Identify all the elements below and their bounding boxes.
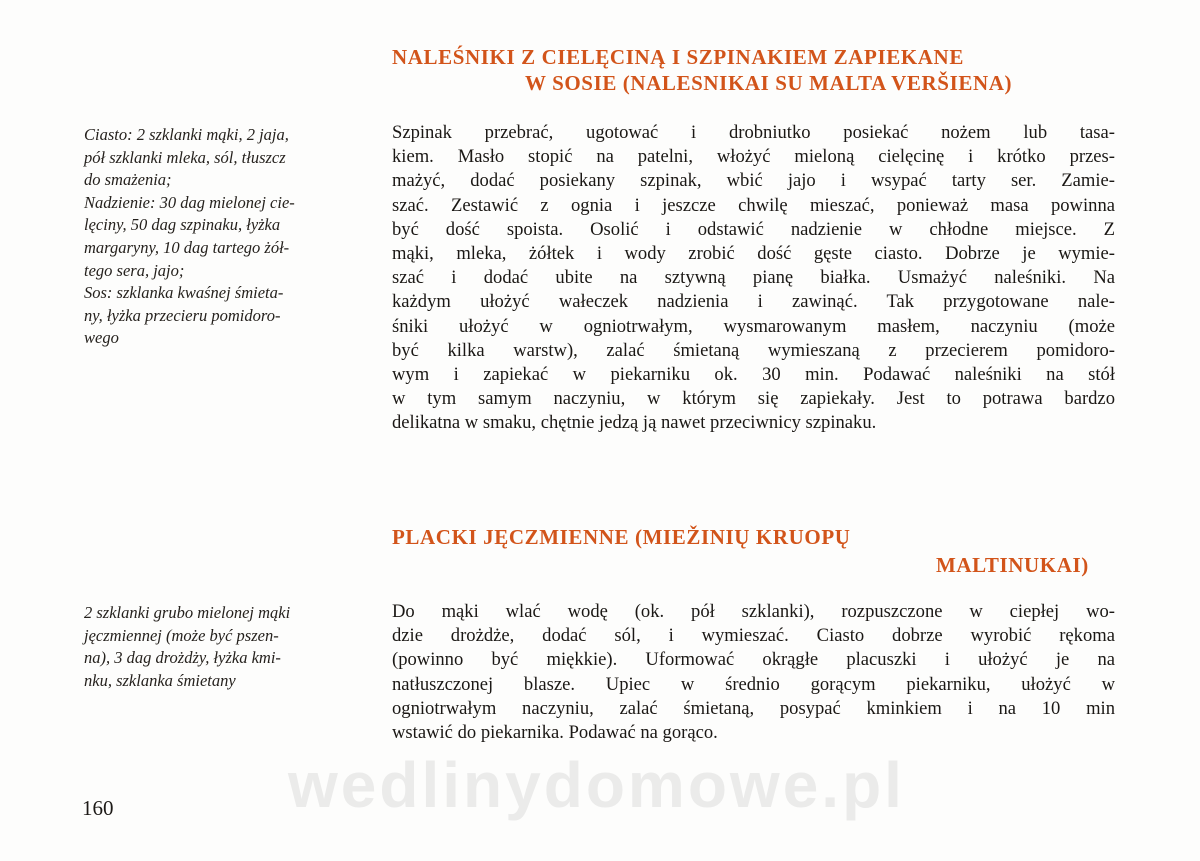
ingredient-line: wego (84, 328, 119, 348)
instruction-line: (powinno być miękkie). Uformować okrągłe placuszki i ułożyć je na (392, 649, 1115, 671)
instruction-line: być dość spoista. Osolić i odstawić nadzienie w chłodne miejsce. Z (392, 218, 1115, 240)
instruction-line: wym i zapiekać w piekarniku ok. 30 min. Podawać naleśniki na stół (392, 363, 1115, 385)
ingredient-line: Ciasto: 2 szklanki mąki, 2 jaja, (84, 125, 289, 144)
recipe-1-title-line-2: W SOSIE (NALESNIKAI SU MALTA VERŠIENA) (525, 71, 1013, 95)
recipe-2-ingredients (84, 602, 366, 692)
instruction-line: szać i dodać ubite na sztywną pianę białka. Usmażyć naleśniki. Na (392, 267, 1115, 289)
instruction-line: mąki, mleka, żółtek i wody zrobić dość gęste ciasto. Dobrze je wymie- (392, 242, 1115, 264)
ingredient-line: jęczmiennej (może być pszen- (84, 625, 279, 645)
ingredient-line: na), 3 dag drożdży, łyżka kmi- (84, 648, 281, 668)
recipe-2-title-line-2: MALTINUKAI) (936, 553, 1089, 577)
instruction-line: Szpinak przebrać, ugotować i drobniutko posiekać nożem lub tasa- (392, 122, 1115, 143)
ingredient-line: ny, łyżka przecieru pomidoro- (84, 305, 281, 325)
recipe-1-title-line-1: NALEŚNIKI Z CIELĘCINĄ I SZPINAKIEM ZAPIEKANE (392, 45, 964, 69)
ingredient-line: nku, szklanka śmietany (84, 670, 236, 690)
ingredient-line: do smażenia; (84, 170, 172, 190)
recipe-2-instructions (392, 600, 1115, 745)
ingredient-line: lęciny, 50 dag szpinaku, łyżka (84, 215, 281, 235)
instruction-line: wstawić do piekarnika. Podawać na gorąco. (392, 721, 718, 743)
instruction-line: w tym samym naczyniu, w którym się zapiekały. Jest to potrawa bardzo (392, 388, 1115, 410)
instruction-line: szać. Zestawić z ognia i jeszcze chwilę mieszać, ponieważ masa powinna (392, 194, 1115, 216)
instruction-line: mażyć, dodać posiekany szpinak, wbić jajo i wsypać tarty ser. Zamie- (392, 170, 1115, 192)
instruction-line: delikatna w smaku, chętnie jedzą ją nawet przeciwnicy szpinaku. (392, 412, 877, 434)
instruction-line: być kilka warstw), zalać śmietaną wymieszaną z przecierem pomidoro- (392, 339, 1115, 361)
instruction-line: natłuszczonej blasze. Upiec w średnio gorącym piekarniku, ułożyć w (392, 673, 1115, 695)
recipe-2-title-line-1: PLACKI JĘCZMIENNE (MIEŽINIŲ KRUOPŲ (392, 525, 851, 549)
ingredient-line: 2 szklanki grubo mielonej mąki (84, 603, 291, 622)
instruction-line: Do mąki wlać wodę (ok. pół szklanki), rozpuszczone w ciepłej wo- (392, 601, 1115, 622)
instruction-line: każdym ułożyć wałeczek nadzienia i zawinąć. Tak przygotowane nale- (392, 291, 1115, 313)
instruction-line: kiem. Masło stopić na patelni, włożyć mieloną cielęcinę i krótko przes- (392, 146, 1115, 168)
recipe-1-ingredients (84, 124, 366, 350)
watermark: wedlinydomowe.pl (288, 749, 905, 821)
ingredient-line: tego sera, jajo; (84, 260, 185, 280)
ingredient-line: pół szklanki mleka, sól, tłuszcz (84, 147, 286, 167)
ingredient-line: Sos: szklanka kwaśnej śmieta- (84, 283, 284, 303)
instruction-line: dzie drożdże, dodać sól, i wymieszać. Ciasto dobrze wyrobić rękoma (392, 625, 1115, 647)
ingredient-line: margaryny, 10 dag tartego żół- (84, 237, 290, 257)
recipe-1-instructions (392, 121, 1115, 435)
instruction-line: ogniotrwałym naczyniu, zalać śmietaną, posypać kminkiem i na 10 min (392, 697, 1115, 719)
ingredient-line: Nadzienie: 30 dag mielonej cie- (84, 192, 295, 212)
page-number: 160 (82, 796, 114, 820)
instruction-line: śniki ułożyć w ogniotrwałym, wysmarowanym masłem, naczyniu (może (392, 315, 1115, 337)
